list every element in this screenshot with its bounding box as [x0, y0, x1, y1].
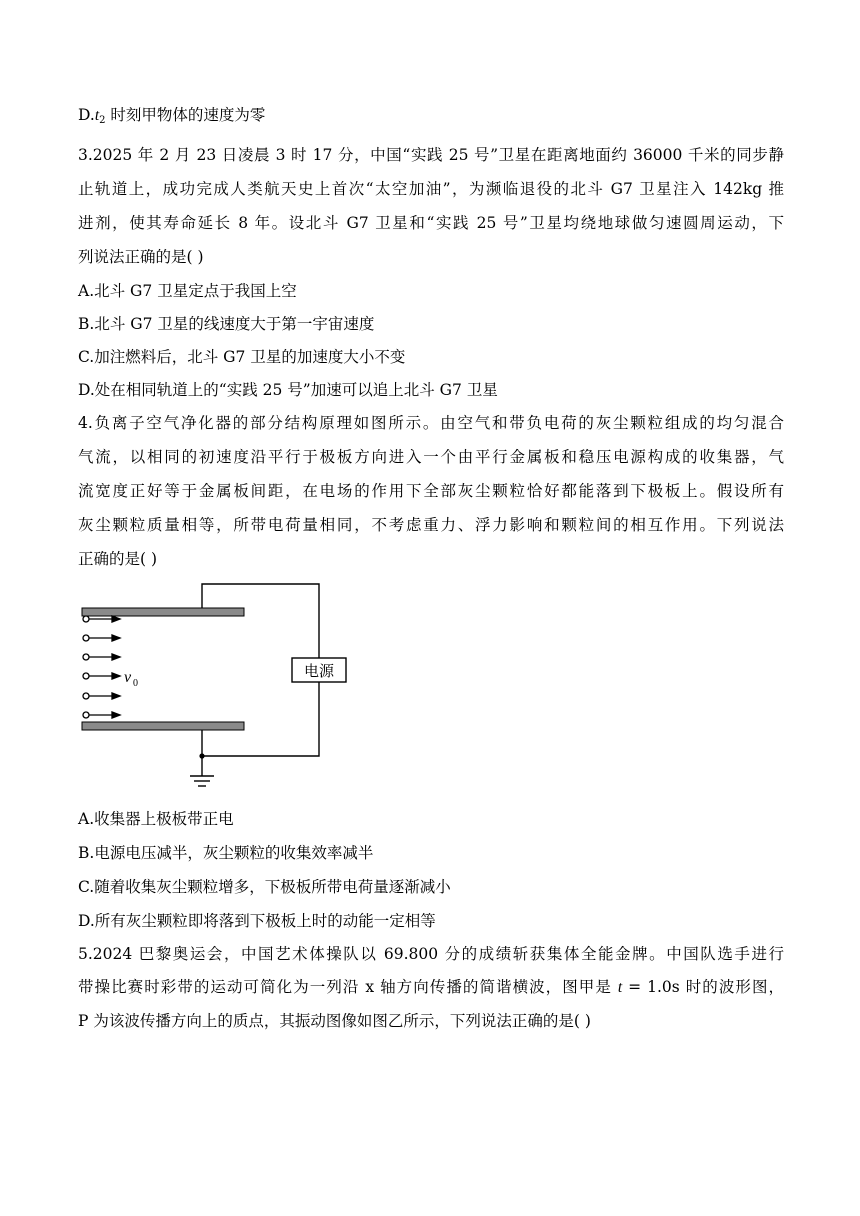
- option-letter: D.: [78, 106, 95, 124]
- q3-option-d: D.处在相同轨道上的“实践 25 号”加速可以追上北斗 G7 卫星: [78, 381, 498, 399]
- time-variable: t: [617, 979, 623, 996]
- q4-option-c: C.随着收集灰尘颗粒增多，下极板所带电荷量逐渐减小: [78, 878, 451, 896]
- collector-circuit-diagram: [60, 578, 380, 798]
- q4-line-3: 流宽度正好等于金属板间距，在电场的作用下全部灰尘颗粒恰好都能落到下极板上。假设所有: [78, 482, 784, 500]
- q3-line-1: 3.2025 年 2 月 23 日凌晨 3 时 17 分，中国“实践 25 号”卫星在距离地面约 36000 千米的同步静: [78, 146, 784, 164]
- q4-line-1: 4.负离子空气净化器的部分结构原理如图所示。由空气和带负电荷的灰尘颗粒组成的均匀混合: [78, 414, 784, 432]
- particle-arrow: [83, 635, 120, 641]
- velocity-subscript: 0: [133, 678, 138, 689]
- bottom-wire: [202, 682, 319, 756]
- power-supply-label: 电源: [303, 662, 335, 680]
- time-subscript: 2: [99, 115, 106, 126]
- q4-option-d: D.所有灰尘颗粒即将落到下极板上时的动能一定相等: [78, 912, 436, 930]
- q4-line-2: 气流，以相同的初速度沿平行于极板方向进入一个由平行金属板和稳压电源构成的收集器，气: [78, 448, 784, 466]
- particle-arrow: [83, 673, 120, 679]
- q3-line-3: 进剂，使其寿命延长 8 年。设北斗 G7 卫星和“实践 25 号”卫星均绕地球做匀速圆周运动，下: [78, 214, 784, 232]
- q4-line-4: 灰尘颗粒质量相等，所带电荷量相同，不考虑重力、浮力影响和颗粒间的相互作用。下列说法: [78, 516, 784, 534]
- q5-line-2-part-2: = 1.0s 时的波形图，: [622, 978, 784, 996]
- top-wire: [202, 584, 319, 658]
- particle-arrow: [83, 654, 120, 660]
- q4-option-a: A.收集器上极板带正电: [78, 810, 234, 828]
- upper-plate: [82, 608, 244, 616]
- q5-line-1: 5.2024 巴黎奥运会，中国艺术体操队以 69.800 分的成绩斩获集体全能金牌。中国队选手进行: [78, 945, 784, 963]
- q3-line-4: 列说法正确的是( ): [78, 248, 204, 266]
- time-variable: t: [94, 107, 100, 124]
- q4-option-b: B.电源电压减半，灰尘颗粒的收集效率减半: [78, 844, 374, 862]
- q5-line-2-part-1: 带操比赛时彩带的运动可简化为一列沿 x 轴方向传播的简谐横波，图甲是: [78, 978, 618, 996]
- particle-arrow: [83, 616, 120, 622]
- q3-option-b: B.北斗 G7 卫星的线速度大于第一宇宙速度: [78, 315, 375, 333]
- q5-line-3: P 为该波传播方向上的质点，其振动图像如图乙所示，下列说法正确的是( ): [78, 1012, 591, 1030]
- q4-line-5: 正确的是( ): [78, 550, 158, 568]
- q3-line-2: 止轨道上，成功完成人类航天史上首次“太空加油”，为濒临退役的北斗 G7 卫星注入 142kg 推: [78, 180, 784, 198]
- lower-plate: [82, 722, 244, 730]
- particle-arrow: [83, 712, 120, 718]
- q3-option-c: C.加注燃料后，北斗 G7 卫星的加速度大小不变: [78, 348, 406, 366]
- q3-option-a: A.北斗 G7 卫星定点于我国上空: [78, 282, 297, 300]
- option-text: 时刻甲物体的速度为零: [105, 106, 266, 124]
- particle-arrow: [83, 693, 120, 699]
- q5-line-2: [78, 976, 784, 999]
- velocity-label: v: [124, 669, 132, 686]
- option-d-q2: [78, 104, 784, 132]
